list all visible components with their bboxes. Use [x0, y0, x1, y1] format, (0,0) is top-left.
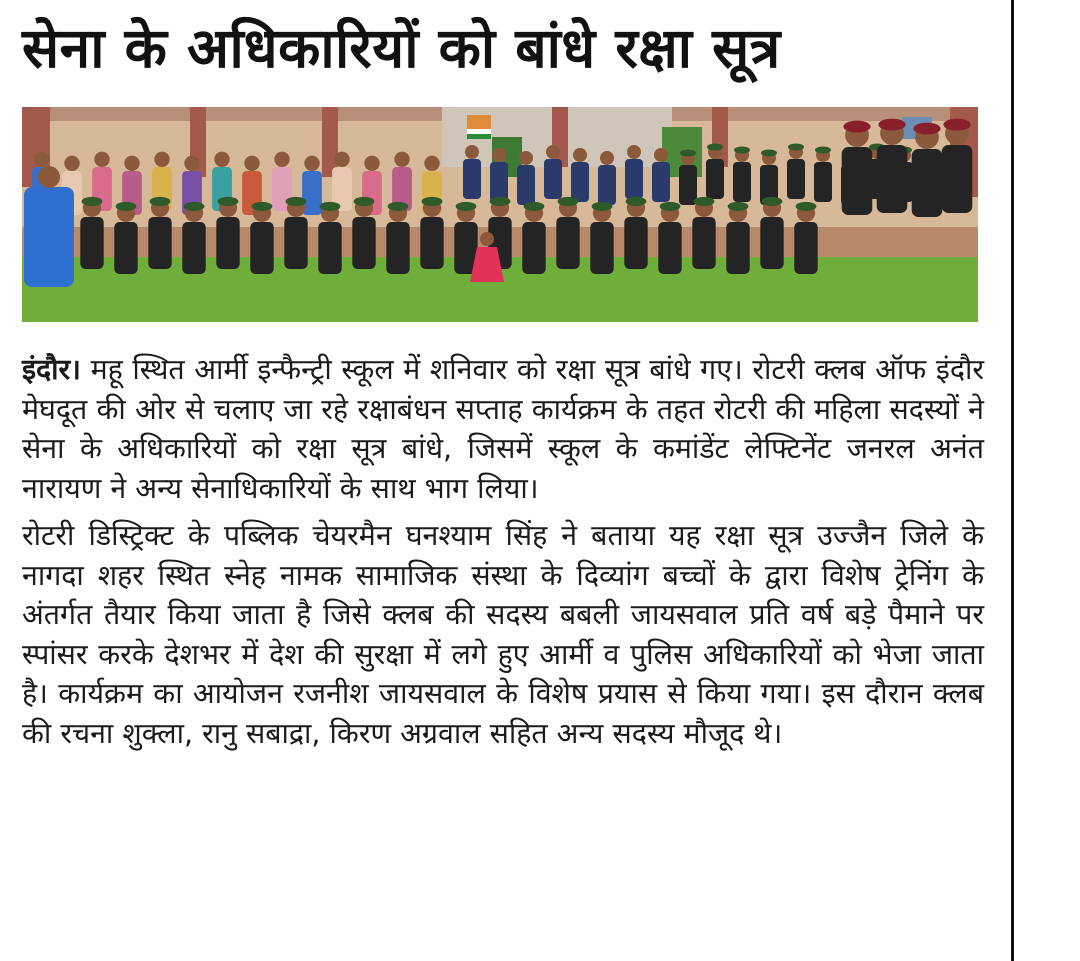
person-beret: [218, 197, 239, 206]
person-body: [877, 145, 908, 213]
person-body: [517, 165, 535, 205]
person-head: [34, 152, 49, 167]
person-beret: [728, 202, 749, 211]
person-body: [794, 222, 817, 274]
person-head: [424, 156, 439, 171]
person-body: [556, 217, 579, 269]
person-beret: [456, 202, 477, 211]
person-body: [571, 162, 589, 202]
person-beret: [388, 202, 409, 211]
woman-head: [38, 166, 60, 188]
person-beret: [626, 197, 647, 206]
person-beret: [843, 121, 870, 133]
person-beret: [788, 144, 804, 151]
person-beret: [762, 197, 783, 206]
person-body: [726, 222, 749, 274]
person-beret: [82, 197, 103, 206]
person-beret: [252, 202, 273, 211]
person-beret: [558, 197, 579, 206]
person-body: [463, 159, 481, 199]
woman-blue-dress: [24, 187, 74, 287]
person-head: [304, 156, 319, 171]
person-head: [244, 156, 259, 171]
person-beret: [815, 147, 831, 154]
news-photo: [22, 107, 978, 322]
person-body: [842, 147, 873, 215]
person-body: [692, 217, 715, 269]
person-head: [573, 148, 587, 162]
person-beret: [878, 119, 905, 131]
person-head: [154, 152, 169, 167]
person-beret: [116, 202, 137, 211]
person-head: [519, 151, 533, 165]
article-paragraph-2: रोटरी डिस्ट्रिक्ट के पब्लिक चेयरमैन घनश्याम सिंह ने बताया यह रक्षा सूत्र उज्जैन जिले के नागदा शहर स्थित स्नेह नामक सामाजिक संस्था के दिव्यांग बच्चों के द्वारा विशेष ट्रेनिंग के अंतर्गत तैयार किया जाता है जिसे क्लब की सदस्य बबली जायसवाल प्रति वर्ष बड़े पैमाने पर स्पांसर करके देशभर में देश की सुरक्षा में लगे हुए आर्मी व पुलिस अधिकारियों को भेजा जाता है। कार्यक्रम का आयोजन रजनीश जायसवाल के विशेष प्रयास से किया गया। इस दौरान क्लब की रचना शुक्ला, रानु सबाद्रा, किरण अग्रवाल सहित अन्य सदस्य मौजूद थे।: [22, 519, 984, 750]
person-body: [114, 222, 137, 274]
person-body: [522, 222, 545, 274]
person-beret: [707, 144, 723, 151]
person-body: [760, 217, 783, 269]
person-beret: [943, 119, 970, 131]
person-beret: [422, 197, 443, 206]
person-head: [184, 156, 199, 171]
person-body: [216, 217, 239, 269]
person-head: [465, 145, 479, 159]
person-body: [658, 222, 681, 274]
person-body: [590, 222, 613, 274]
person-body: [733, 162, 751, 202]
article-paragraph-1: [22, 350, 984, 508]
person-body: [544, 159, 562, 199]
person-head: [546, 145, 560, 159]
person-beret: [694, 197, 715, 206]
person-beret: [320, 202, 341, 211]
person-body: [787, 159, 805, 199]
person-head: [394, 152, 409, 167]
person-body: [284, 217, 307, 269]
person-head: [492, 148, 506, 162]
person-body: [182, 222, 205, 274]
group-photo-image: [22, 107, 978, 322]
girl-head: [480, 232, 494, 246]
person-body: [624, 217, 647, 269]
person-body: [80, 217, 103, 269]
pillar: [322, 107, 338, 177]
person-body: [912, 149, 943, 217]
person-body: [250, 222, 273, 274]
flag: [467, 115, 491, 129]
person-body: [679, 165, 697, 205]
person-beret: [796, 202, 817, 211]
person-body: [706, 159, 724, 199]
headline: सेना के अधिकारियों को बांधे रक्षा सूत्र: [22, 16, 781, 80]
person-beret: [734, 147, 750, 154]
person-head: [214, 152, 229, 167]
person-beret: [761, 150, 777, 157]
person-body: [148, 217, 171, 269]
person-beret: [592, 202, 613, 211]
article-body: [22, 350, 984, 753]
person-head: [334, 152, 349, 167]
person-head: [124, 156, 139, 171]
person-body: [814, 162, 832, 202]
person-beret: [680, 150, 696, 157]
person-beret: [660, 202, 681, 211]
person-head: [64, 156, 79, 171]
person-head: [364, 156, 379, 171]
column-rule: [1011, 0, 1014, 961]
person-head: [600, 151, 614, 165]
person-head: [627, 145, 641, 159]
person-head: [94, 152, 109, 167]
person-body: [318, 222, 341, 274]
person-body: [625, 159, 643, 199]
person-beret: [184, 202, 205, 211]
person-beret: [354, 197, 375, 206]
person-beret: [150, 197, 171, 206]
person-body: [598, 165, 616, 205]
dateline: इंदौर।: [22, 353, 81, 386]
person-body: [352, 217, 375, 269]
person-body: [652, 162, 670, 202]
person-body: [386, 222, 409, 274]
person-head: [654, 148, 668, 162]
person-head: [274, 152, 289, 167]
person-beret: [286, 197, 307, 206]
person-body: [420, 217, 443, 269]
person-beret: [490, 197, 511, 206]
person-beret: [524, 202, 545, 211]
person-body: [490, 162, 508, 202]
person-beret: [913, 123, 940, 135]
person-body: [942, 145, 973, 213]
paragraph-1-text: महू स्थित आर्मी इन्फैन्ट्री स्कूल में शनिवार को रक्षा सूत्र बांधे गए। रोटरी क्लब ऑफ इंदौर मेघदूत की ओर से चलाए जा रहे रक्षाबंधन सप्ताह कार्यक्रम के तहत रोटरी की महिला सदस्यों ने सेना के अधिकारियों को रक्षा सूत्र बांधे, जिसमें स्कूल के कमांडेंट लेफ्टिनेंट जनरल अनंत नारायण ने अन्य सेनाधिकारियों के साथ भाग लिया।: [22, 353, 985, 505]
